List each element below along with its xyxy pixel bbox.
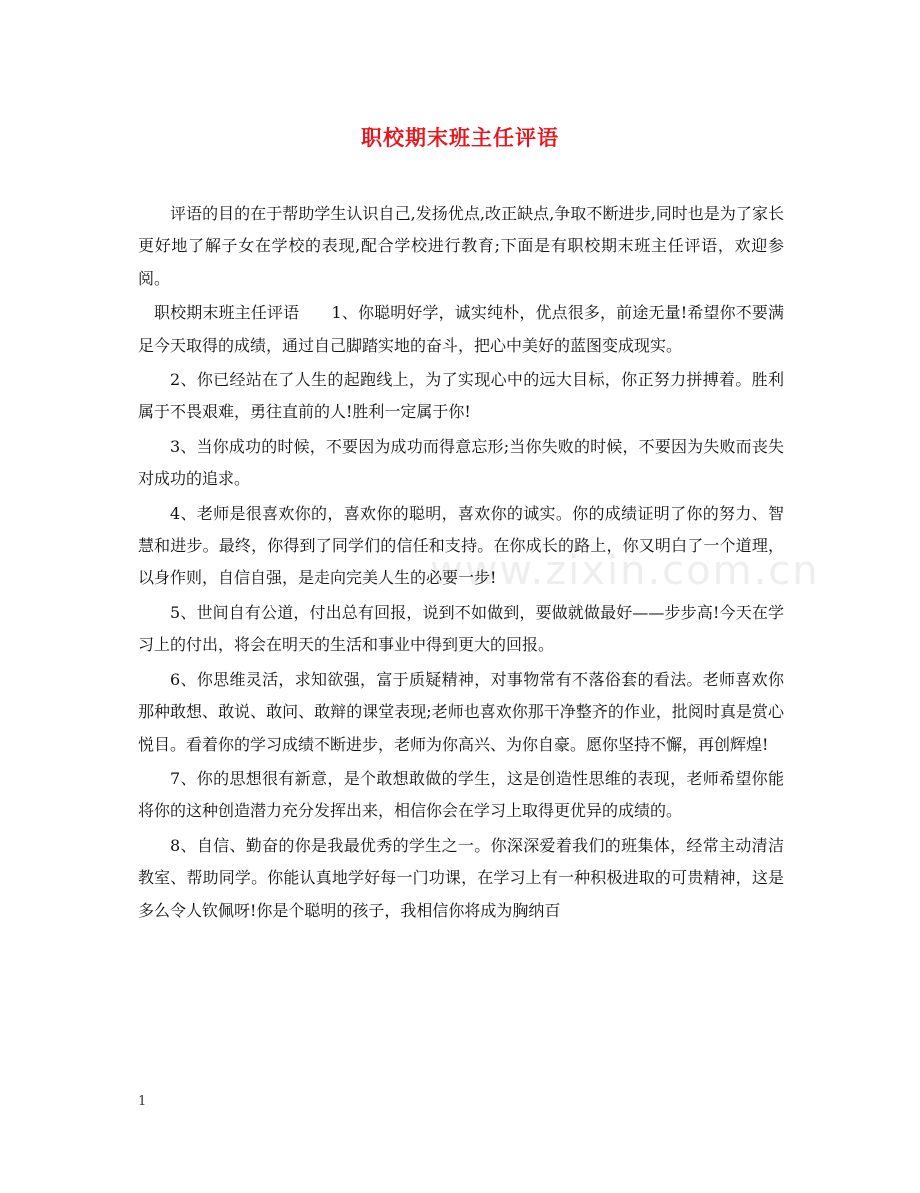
paragraph-comment-2: 2、你已经站在了人生的起跑线上，为了实现心中的远大目标，你正努力拼搏着。胜利属于不畏艰难，勇往直前的人!胜利一定属于你! xyxy=(138,370,784,422)
paragraph-comment-4: 4、老师是很喜欢你的，喜欢你的聪明，喜欢你的诚实。你的成绩证明了你的努力、智慧和进步。最终，你得到了同学们的信任和支持。在你成长的路上，你又明白了一个道理，以身作则，自信自强，是走向完美人生的必要一步! xyxy=(138,503,784,588)
paragraph-comment-8: 8、自信、勤奋的你是我最优秀的学生之一。你深深爱着我们的班集体，经常主动清洁教室、帮助同学。你能认真地学好每一门功课，在学习上有一种积极进取的可贵精神，这是多么令人钦佩呀!你是个聪明的孩子，我相信你将成为胸纳百 xyxy=(138,835,784,920)
paragraph-comment-1: 职校期末班主任评语 1、你聪明好学，诚实纯朴，优点很多，前途无量!希望你不要满足今天取得的成绩，通过自己脚踏实地的奋斗，把心中美好的蓝图变成现实。 xyxy=(138,303,784,355)
watermark: www.zixin.com.cn xyxy=(430,548,820,594)
page-number: 1 xyxy=(138,1094,147,1109)
paragraph-comment-3: 3、当你成功的时候，不要因为成功而得意忘形;当你失败的时候，不要因为失败而丧失对成功的追求。 xyxy=(138,436,784,489)
paragraph-comment-7: 7、你的思想很有新意，是个敢想敢做的学生，这是创造性思维的表现，老师希望你能将你的这种创造潜力充分发挥出来，相信你会在学习上取得更优异的成绩的。 xyxy=(138,768,784,821)
paragraph-comment-5: 5、世间自有公道，付出总有回报，说到不如做到，要做就做最好——步步高!今天在学习上的付出，将会在明天的生活和事业中得到更大的回报。 xyxy=(138,602,784,655)
paragraph-comment-6: 6、你思维灵活，求知欲强，富于质疑精神，对事物常有不落俗套的看法。老师喜欢你那种敢想、敢说、敢问、敢辩的课堂表现;老师也喜欢你那干净整齐的作业，批阅时真是赏心悦目。看着你的学习成绩不断进步，老师为你高兴、为你自豪。愿你坚持不懈，再创辉煌! xyxy=(138,669,784,754)
document-body xyxy=(138,198,784,929)
document-title: 职校期末班主任评语 xyxy=(361,126,559,150)
paragraph-intro: 评语的目的在于帮助学生认识自己,发扬优点,改正缺点,争取不断进步,同时也是为了家长更好地了解子女在学校的表现,配合学校进行教育;下面是有职校期末班主任评语，欢迎参阅。 xyxy=(138,204,784,288)
